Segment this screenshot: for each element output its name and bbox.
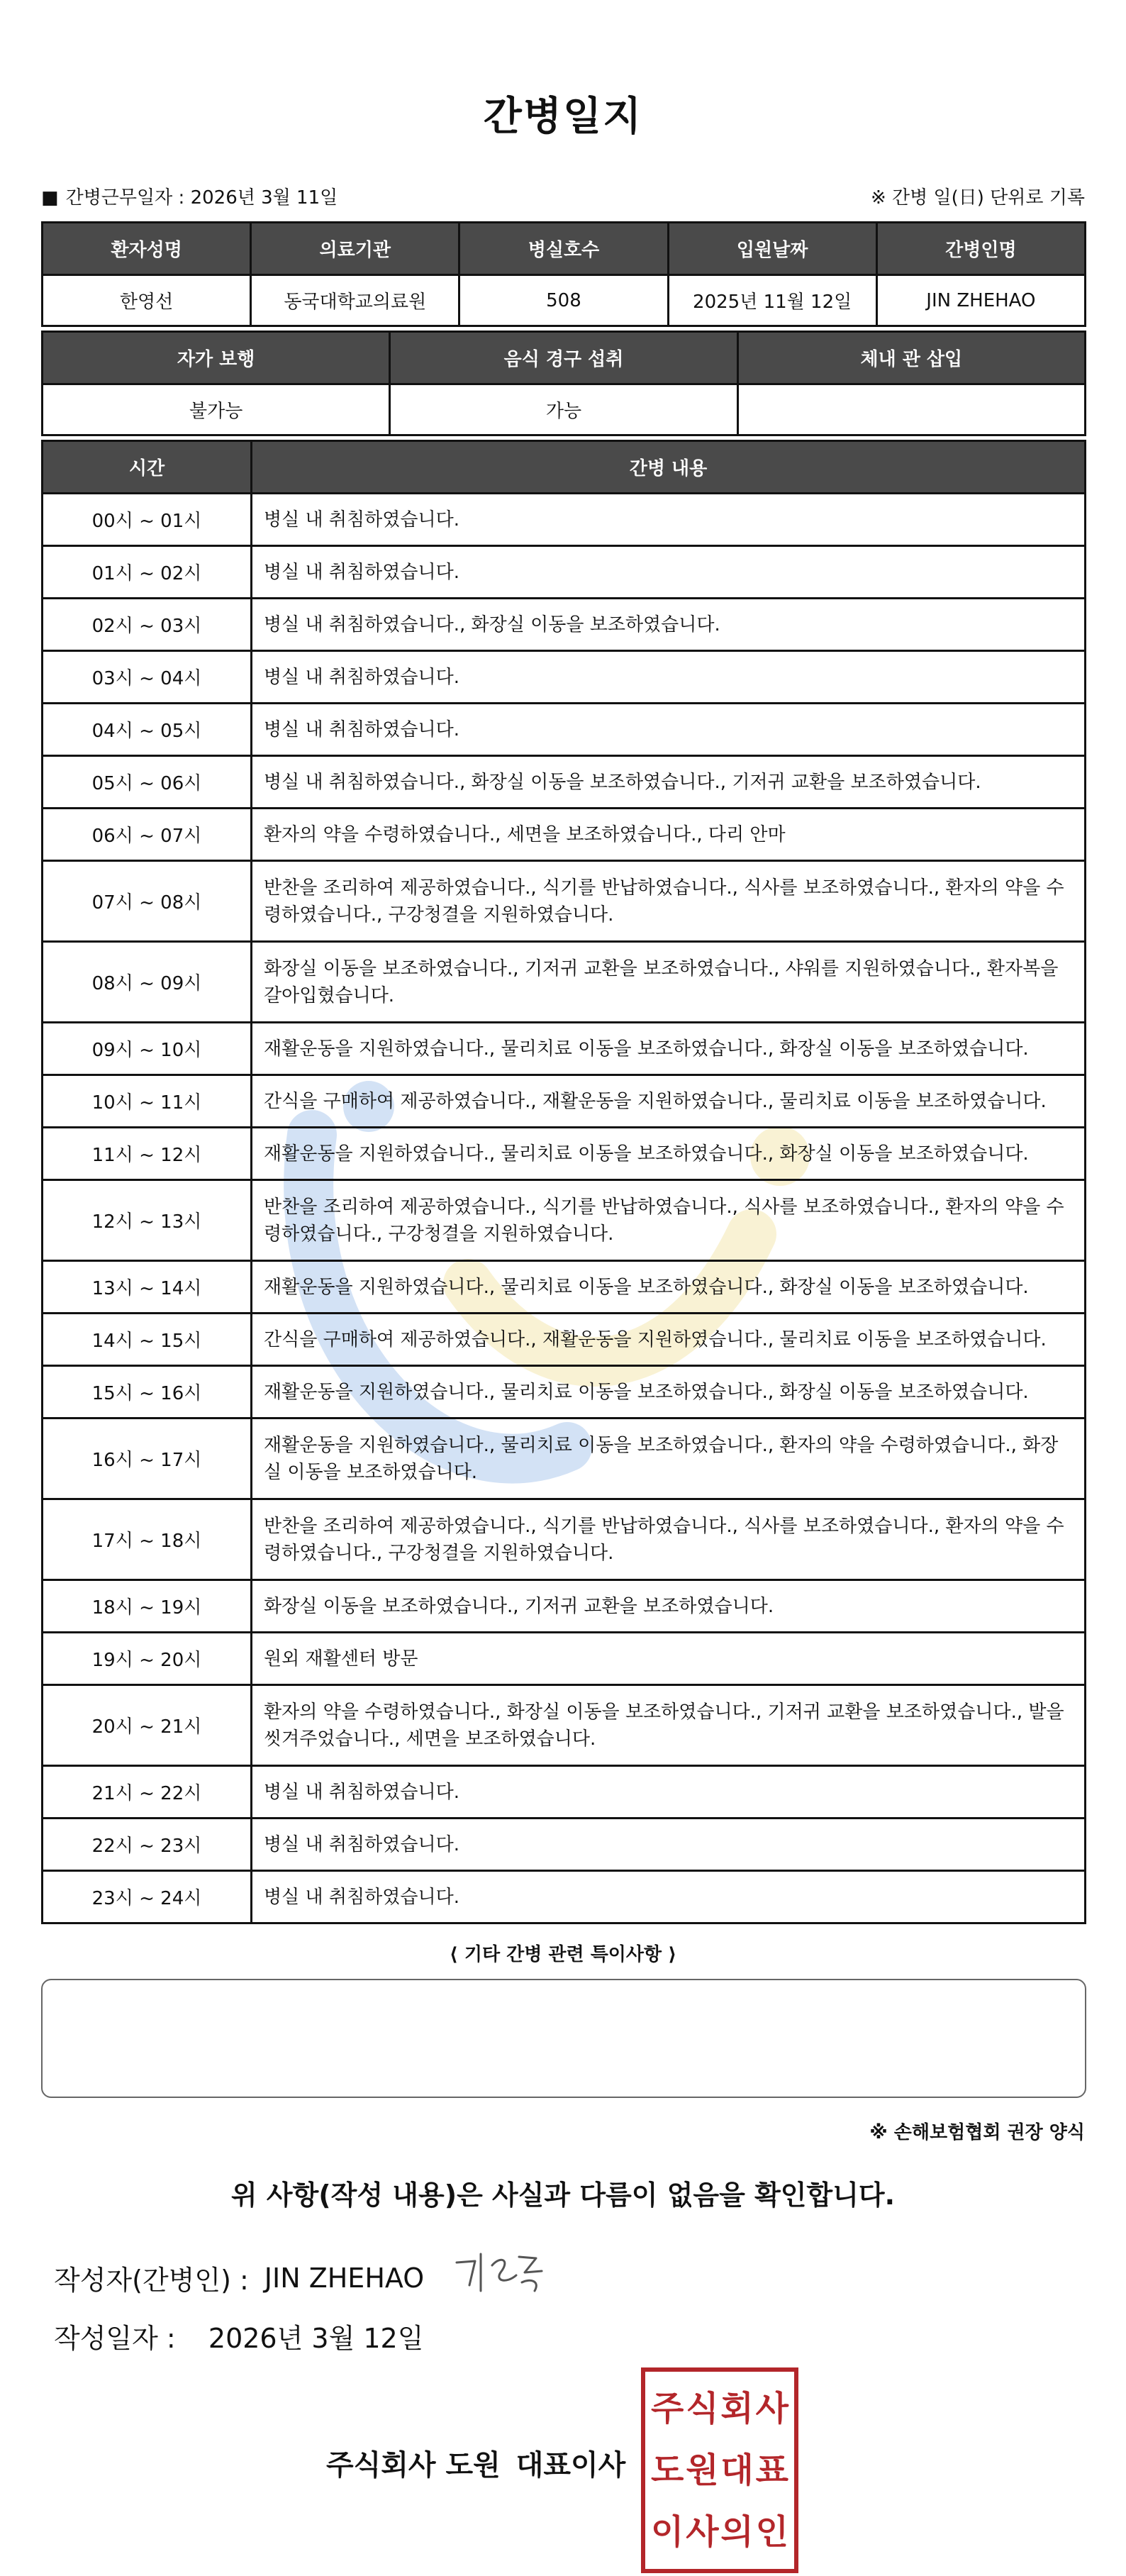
log-time: 13시 ~ 14시: [43, 1261, 252, 1314]
header-admission-date: 입원날짜: [668, 223, 876, 275]
log-content: 병실 내 취침하였습니다.: [252, 546, 1086, 599]
log-time: 01시 ~ 02시: [43, 546, 252, 599]
log-time: 21시 ~ 22시: [43, 1766, 252, 1819]
log-content: 화장실 이동을 보조하였습니다., 기저귀 교환을 보조하였습니다., 샤워를 지원하였습니다., 환자복을 갈아입혔습니다.: [252, 942, 1086, 1023]
seal-char: 주: [651, 2388, 684, 2428]
log-time: 17시 ~ 18시: [43, 1499, 252, 1580]
seal-char: 식: [686, 2388, 719, 2428]
log-time: 07시 ~ 08시: [43, 861, 252, 942]
log-content: 환자의 약을 수령하였습니다., 화장실 이동을 보조하였습니다., 기저귀 교환을 보조하였습니다., 발을 씻겨주었습니다., 세면을 보조하였습니다.: [252, 1685, 1086, 1766]
writer-line: [54, 2258, 424, 2297]
page-title: 간병일지: [483, 94, 643, 140]
log-time: 16시 ~ 17시: [43, 1419, 252, 1499]
log-row: [43, 1366, 1086, 1419]
log-content: 재활운동을 지원하였습니다., 물리치료 이동을 보조하였습니다., 화장실 이동을 보조하였습니다.: [252, 1128, 1086, 1180]
work-date: ■ 간병근무일자 : 2026년 3월 11일: [41, 183, 338, 209]
log-row: [43, 809, 1086, 861]
seal-char: 원: [686, 2450, 719, 2490]
written-date-value: 2026년 3월 12일: [208, 2323, 424, 2354]
log-time: 08시 ~ 09시: [43, 942, 252, 1023]
log-row: [43, 861, 1086, 942]
log-time: 12시 ~ 13시: [43, 1180, 252, 1261]
log-row: [43, 704, 1086, 756]
log-row: [43, 1128, 1086, 1180]
log-row: [43, 599, 1086, 651]
extra-notes-title: ⟨ 기타 간병 관련 특이사항 ⟩: [449, 1944, 677, 1965]
log-time: 00시 ~ 01시: [43, 494, 252, 546]
patient-table: [41, 221, 1086, 327]
meta-line: [41, 183, 1085, 209]
log-row: [43, 1261, 1086, 1314]
log-row: [43, 1766, 1086, 1819]
log-row: [43, 942, 1086, 1023]
log-row: [43, 546, 1086, 599]
log-time: 22시 ~ 23시: [43, 1819, 252, 1871]
log-row: [43, 1314, 1086, 1366]
writer-label: 작성자(간병인) :: [54, 2265, 249, 2296]
log-row: [43, 1633, 1086, 1685]
confirm-statement: 위 사항(작성 내용)은 사실과 다름이 없음을 확인합니다.: [230, 2180, 896, 2211]
log-content: 병실 내 취침하였습니다.: [252, 651, 1086, 704]
written-date-line: [54, 2316, 423, 2355]
seal-char: 회: [720, 2388, 754, 2428]
seal-char: 인: [755, 2512, 788, 2553]
log-time: 11시 ~ 12시: [43, 1128, 252, 1180]
log-row: [43, 1580, 1086, 1633]
seal-row: [651, 2502, 788, 2563]
log-content: 병실 내 취침하였습니다.: [252, 704, 1086, 756]
log-row: [43, 756, 1086, 809]
log-row: [43, 1819, 1086, 1871]
log-row: [43, 651, 1086, 704]
seal-char: 대: [720, 2450, 754, 2490]
log-row: [43, 1180, 1086, 1261]
oral-intake-value: 가능: [390, 384, 737, 435]
log-content: 병실 내 취침하였습니다.: [252, 1819, 1086, 1871]
log-time: 14시 ~ 15시: [43, 1314, 252, 1366]
header-tube-insertion: 체내 관 삽입: [737, 332, 1085, 384]
seal-char: 이: [651, 2512, 684, 2553]
header-care-content: 간병 내용: [252, 441, 1086, 494]
header-patient-name: 환자성명: [43, 223, 251, 275]
log-content: 반찬을 조리하여 제공하였습니다., 식기를 반납하였습니다., 식사를 보조하였습니다., 환자의 약을 수령하였습니다., 구강청결을 지원하였습니다.: [252, 1499, 1086, 1580]
seal-row: [651, 2377, 788, 2439]
seal-char: 도: [651, 2450, 684, 2490]
handwritten-signature: [451, 2241, 550, 2305]
header-self-walking: 자가 보행: [43, 332, 390, 384]
log-time: 06시 ~ 07시: [43, 809, 252, 861]
header-oral-intake: 음식 경구 섭취: [390, 332, 737, 384]
log-time: 19시 ~ 20시: [43, 1633, 252, 1685]
log-time: 10시 ~ 11시: [43, 1075, 252, 1128]
log-content: 재활운동을 지원하였습니다., 물리치료 이동을 보조하였습니다., 환자의 약을 수령하였습니다., 화장실 이동을 보조하였습니다.: [252, 1419, 1086, 1499]
log-content: 병실 내 취침하였습니다.: [252, 1871, 1086, 1923]
admission-date: 2025년 11월 12일: [668, 275, 876, 326]
log-row: [43, 1419, 1086, 1499]
written-date-label: 작성일자 :: [54, 2323, 176, 2354]
care-log-table: [41, 440, 1086, 1924]
log-content: 재활운동을 지원하였습니다., 물리치료 이동을 보조하였습니다., 화장실 이동을 보조하였습니다.: [252, 1366, 1086, 1419]
hospital-name: 동국대학교의료원: [251, 275, 459, 326]
seal-row: [651, 2439, 788, 2501]
log-time: 18시 ~ 19시: [43, 1580, 252, 1633]
log-content: 반찬을 조리하여 제공하였습니다., 식기를 반납하였습니다., 식사를 보조하였습니다., 환자의 약을 수령하였습니다., 구강청결을 지원하였습니다.: [252, 861, 1086, 942]
extra-notes-box: [41, 1979, 1086, 2098]
patient-value-row: [43, 275, 1086, 326]
company-line: [326, 2443, 625, 2483]
header-hospital: 의료기관: [251, 223, 459, 275]
log-content: 병실 내 취침하였습니다., 화장실 이동을 보조하였습니다., 기저귀 교환을 보조하였습니다.: [252, 756, 1086, 809]
log-row: [43, 1023, 1086, 1075]
log-content: 재활운동을 지원하였습니다., 물리치료 이동을 보조하였습니다., 화장실 이동을 보조하였습니다.: [252, 1023, 1086, 1075]
header-caregiver: 간병인명: [876, 223, 1085, 275]
log-time: 15시 ~ 16시: [43, 1366, 252, 1419]
log-content: 재활운동을 지원하였습니다., 물리치료 이동을 보조하였습니다., 화장실 이동을 보조하였습니다.: [252, 1261, 1086, 1314]
status-value-row: [43, 384, 1086, 435]
recommend-note: ※ 손해보험협회 권장 양식: [869, 2122, 1085, 2143]
log-time: 09시 ~ 10시: [43, 1023, 252, 1075]
log-row: [43, 1685, 1086, 1766]
log-time: 23시 ~ 24시: [43, 1871, 252, 1923]
header-room: 병실호수: [459, 223, 668, 275]
patient-name: 한영선: [43, 275, 251, 326]
patient-header-row: [43, 223, 1086, 275]
log-time: 03시 ~ 04시: [43, 651, 252, 704]
writer-name: JIN ZHEHAO: [264, 2262, 425, 2294]
log-content: 원외 재활센터 방문: [252, 1633, 1086, 1685]
seal-char: 표: [755, 2450, 788, 2490]
log-time: 02시 ~ 03시: [43, 599, 252, 651]
self-walking-value: 불가능: [43, 384, 390, 435]
log-time: 04시 ~ 05시: [43, 704, 252, 756]
caregiver-name: JIN ZHEHAO: [876, 275, 1085, 326]
tube-insertion-value: [737, 384, 1085, 435]
company-seal: [641, 2367, 798, 2573]
log-content: 병실 내 취침하였습니다.: [252, 494, 1086, 546]
seal-char: 사: [686, 2512, 719, 2553]
log-content: 병실 내 취침하였습니다.: [252, 1766, 1086, 1819]
header-time: 시간: [43, 441, 252, 494]
log-content: 반찬을 조리하여 제공하였습니다., 식기를 반납하였습니다., 식사를 보조하였습니다., 환자의 약을 수령하였습니다., 구강청결을 지원하였습니다.: [252, 1180, 1086, 1261]
status-header-row: [43, 332, 1086, 384]
log-content: 화장실 이동을 보조하였습니다., 기저귀 교환을 보조하였습니다.: [252, 1580, 1086, 1633]
log-body: [43, 494, 1086, 1923]
status-table: [41, 331, 1086, 436]
log-content: 병실 내 취침하였습니다., 화장실 이동을 보조하였습니다.: [252, 599, 1086, 651]
log-content: 환자의 약을 수령하였습니다., 세면을 보조하였습니다., 다리 안마: [252, 809, 1086, 861]
unit-note: ※ 간병 일(日) 단위로 기록: [870, 187, 1085, 209]
log-header-row: [43, 441, 1086, 494]
log-row: [43, 1499, 1086, 1580]
log-row: [43, 1871, 1086, 1923]
log-time: 05시 ~ 06시: [43, 756, 252, 809]
company-role: 대표이사: [515, 2449, 626, 2482]
seal-char: 사: [755, 2388, 788, 2428]
log-row: [43, 1075, 1086, 1128]
log-content: 간식을 구매하여 제공하였습니다., 재활운동을 지원하였습니다., 물리치료 이동을 보조하였습니다.: [252, 1314, 1086, 1366]
room-number: 508: [459, 275, 668, 326]
seal-char: 의: [720, 2512, 754, 2553]
company-name: 주식회사 도원: [326, 2449, 501, 2482]
log-time: 20시 ~ 21시: [43, 1685, 252, 1766]
log-content: 간식을 구매하여 제공하였습니다., 재활운동을 지원하였습니다., 물리치료 이동을 보조하였습니다.: [252, 1075, 1086, 1128]
log-row: [43, 494, 1086, 546]
